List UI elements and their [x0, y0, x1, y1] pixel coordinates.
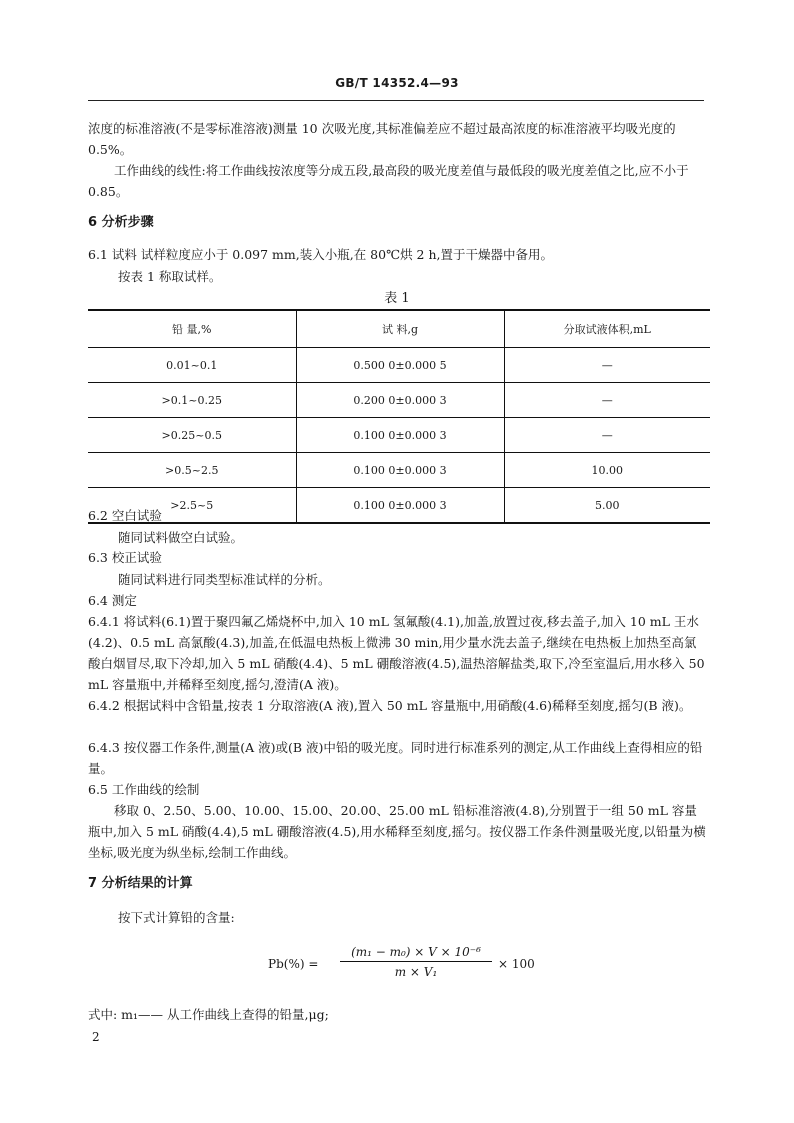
cell-volume: — [504, 348, 710, 383]
section-6-3-body: 随同试料进行同类型标准试样的分析。 [118, 572, 331, 587]
header-rule [88, 100, 704, 101]
section-6-1: 6.1 试料 试样粒度应小于 0.097 mm,装入小瓶,在 80℃烘 2 h,置于干燥器中备用。 [88, 247, 553, 262]
paragraph-intro: 浓度的标准溶液(不是零标准溶液)测量 10 次吸光度,其标准偏差应不超过最高浓度的标准溶液平均吸光度的 0.5%。 [88, 121, 676, 157]
cell-lead: >0.5~2.5 [88, 453, 296, 488]
formula-rhs: × 100 [498, 957, 535, 971]
formula-numerator: (m₁ − m₀) × V × 10⁻⁶ [340, 945, 492, 962]
table-row [88, 383, 710, 418]
cell-mass: 0.500 0±0.000 5 [296, 348, 504, 383]
table-row [88, 418, 710, 453]
cell-lead: 0.01~0.1 [88, 348, 296, 383]
section-6-5-body: 移取 0、2.50、5.00、10.00、15.00、20.00、25.00 mL 铅标准溶液(4.8),分别置于一组 50 mL 容量瓶中,加入 5 mL 硝酸(4.4),5 mL 硼酸溶液(4.5),用水稀释至刻度,摇匀。按仪器工作条件测量吸光度,以铅量为横坐标,吸光度为纵坐标,绘制工作曲线。 [88, 803, 706, 860]
cell-volume: — [504, 383, 710, 418]
cell-lead: >0.25~0.5 [88, 418, 296, 453]
cell-lead: >0.1~0.25 [88, 383, 296, 418]
cell-volume: 10.00 [504, 453, 710, 488]
section-6-2: 6.2 空白试验 [88, 508, 162, 523]
cell-mass: 0.100 0±0.000 3 [296, 488, 504, 524]
header-lead-content: 铅 量,% [88, 310, 296, 348]
section-6-2-body: 随同试料做空白试验。 [118, 530, 244, 545]
table-row [88, 453, 710, 488]
document-header: GB/T 14352.4—93 [335, 76, 459, 90]
table-row [88, 348, 710, 383]
section-6-4-2: 6.4.2 根据试料中含铅量,按表 1 分取溶液(A 液),置入 50 mL 容量瓶中,用硝酸(4.6)稀释至刻度,摇匀(B 液)。 [88, 698, 692, 713]
cell-volume: — [504, 418, 710, 453]
cell-volume: 5.00 [504, 488, 710, 524]
section-6-title: 6 分析步骤 [88, 215, 154, 230]
section-7-intro: 按下式计算铅的含量: [118, 910, 235, 925]
section-6-4-1: 6.4.1 将试料(6.1)置于聚四氟乙烯烧杯中,加入 10 mL 氢氟酸(4.1),加盖,放置过夜,移去盖子,加入 10 mL 王水(4.2)、0.5 mL 高氯酸(4.3),加盖,在低温电热板上微沸 30 min,用少量水洗去盖子,继续在电热板上加热至高氯酸白烟冒尽,取下冷却,加入 5 mL 硝酸(4.4)、5 mL 硼酸溶液(4.5),温热溶解盐类,取下,冷至室温后,用水移入 50 mL 容量瓶中,并稀释至刻度,摇匀,澄清(A 液)。 [88, 614, 705, 692]
table-header-row [88, 310, 710, 348]
formula-fraction [340, 945, 492, 979]
variable-definition: 式中: m₁—— 从工作曲线上查得的铅量,μg; [88, 1007, 329, 1022]
section-6-4: 6.4 测定 [88, 593, 137, 608]
formula-denominator: m × V₁ [394, 965, 438, 979]
cell-mass: 0.200 0±0.000 3 [296, 383, 504, 418]
cell-mass: 0.100 0±0.000 3 [296, 418, 504, 453]
section-6-5: 6.5 工作曲线的绘制 [88, 782, 200, 797]
formula-lhs: Pb(%) = [268, 957, 319, 971]
section-6-3: 6.3 校正试验 [88, 550, 162, 565]
page-number: 2 [92, 1030, 100, 1044]
table-caption: 表 1 [384, 291, 410, 306]
section-6-1-note: 按表 1 称取试样。 [118, 269, 222, 284]
header-aliquot-volume: 分取试液体积,mL [504, 310, 710, 348]
header-sample-mass: 试 料,g [296, 310, 504, 348]
cell-lead: >2.5~5 [88, 488, 296, 524]
section-6-4-3: 6.4.3 按仪器工作条件,测量(A 液)或(B 液)中铅的吸光度。同时进行标准系列的测定,从工作曲线上查得相应的铅量。 [88, 740, 703, 776]
section-7-title: 7 分析结果的计算 [88, 876, 193, 891]
paragraph-linearity: 工作曲线的线性:将工作曲线按浓度等分成五段,最高段的吸光度差值与最低段的吸光度差值之比,应不小于 0.85。 [88, 163, 689, 199]
sampling-table [88, 309, 710, 524]
cell-mass: 0.100 0±0.000 3 [296, 453, 504, 488]
